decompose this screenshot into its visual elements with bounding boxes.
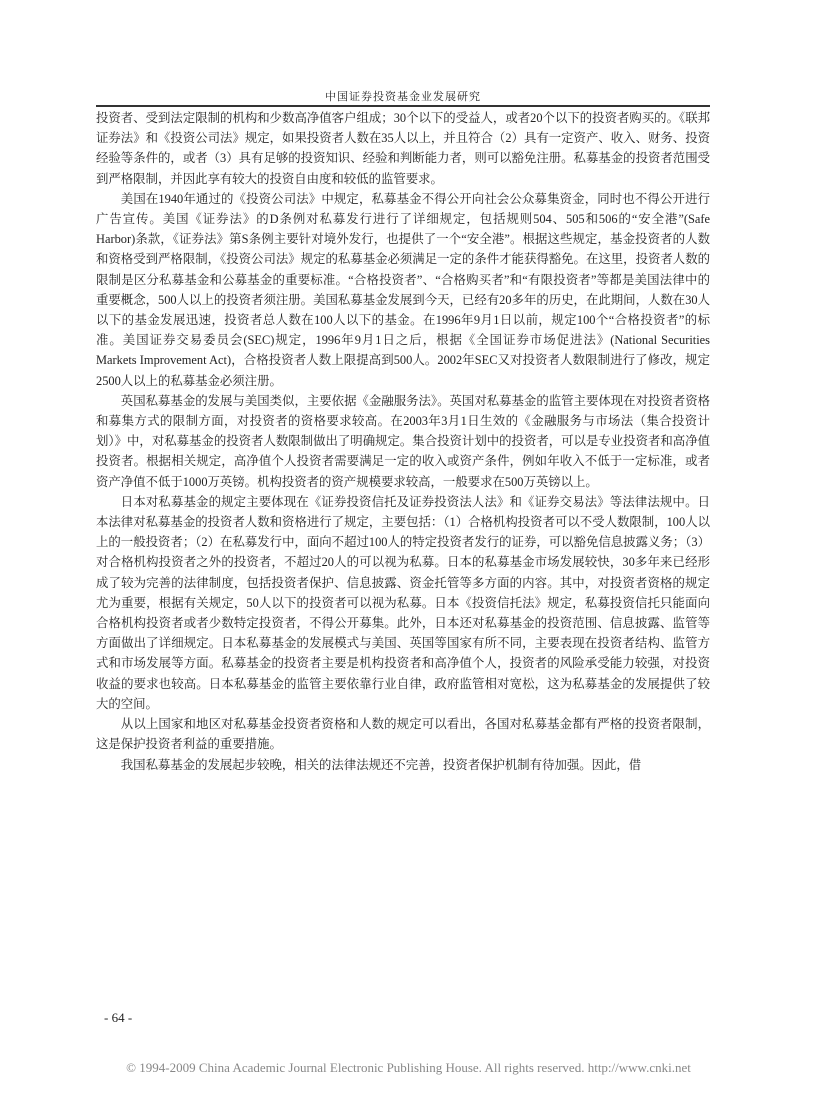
copyright-footer: © 1994-2009 China Academic Journal Electronic Publishing House. All rights reserved. http://www.cnki.net xyxy=(126,1060,691,1075)
article-body xyxy=(96,108,710,775)
paragraph: 美国在1940年通过的《投资公司法》中规定，私募基金不得公开向社会公众募集资金，同时也不得公开进行广告宣传。美国《证券法》的D条例对私募发行进行了详细规定，包括规则504、505和506的“安全港”(Safe Harbor)条款，《证券法》第S条例主要针对境外发行，也提供了一个“安全港”。根据这些规定，基金投资者的人数和资格受到严格限制，《投资公司法》规定的私募基金必须满足一定的条件才能获得豁免。在这里，投资者人数的限制是区分私募基金和公募基金的重要标准。“合格投资者”、“合格购买者”和“有限投资者”等都是美国法律中的重要概念，500人以上的投资者须注册。美国私募基金发展到今天，已经有20多年的历史，在此期间，人数在30人以下的基金发展迅速，投资者总人数在100人以下的基金。在1996年9月1日以前，规定100个“合格投资者”的标准。美国证券交易委员会(SEC)规定，1996年9月1日之后，根据《全国证券市场促进法》(National Securities Markets Improvement Act)，合格投资者人数上限提高到500人。2002年SEC又对投资者人数限制进行了修改，规定2500人以上的私募基金必须注册。 xyxy=(96,191,710,388)
paragraph: 英国私募基金的发展与美国类似，主要依据《金融服务法》。英国对私募基金的监管主要体现在对投资者资格和募集方式的限制方面，对投资者的资格要求较高。在2003年3月1日生效的《金融服务与市场法（集合投资计划）》中，对私募基金的投资者人数限制做出了明确规定。集合投资计划中的投资者，可以是专业投资者和高净值投资者。根据相关规定，高净值个人投资者需要满足一定的收入或资产条件，例如年收入不低于一定标准，或者资产净值不低于1000万英镑。机构投资者的资产规模要求较高，一般要求在500万英镑以上。 xyxy=(96,393,710,489)
paragraph: 日本对私募基金的规定主要体现在《证券投资信托及证券投资法人法》和《证券交易法》等法律法规中。日本法律对私募基金的投资者人数和资格进行了规定，主要包括：（1）合格机构投资者可以不受人数限制，100人以上的一般投资者；（2）在私募发行中，面向不超过100人的特定投资者发行的证券，可以豁免信息披露义务；（3）对合格机构投资者之外的投资者，不超过20人的可以视为私募。日本的私募基金市场发展较快，30多年来已经形成了较为完善的法律制度，包括投资者保护、信息披露、资金托管等多方面的内容。其中，对投资者资格的规定尤为重要，根据有关规定，50人以下的投资者可以视为私募。日本《投资信托法》规定，私募投资信托只能面向合格机构投资者或者少数特定投资者，不得公开募集。此外，日本还对私募基金的投资范围、信息披露、监管等方面做出了详细规定。日本私募基金的发展模式与美国、英国等国家有所不同，主要表现在投资者结构、监管方式和市场发展等方面。私募基金的投资者主要是机构投资者和高净值个人，投资者的风险承受能力较强，对投资收益的要求也较高。日本私募基金的监管主要依靠行业自律，政府监管相对宽松，这为私募基金的发展提供了较大的空间。 xyxy=(96,494,710,711)
page-number: - 64 - xyxy=(104,1010,133,1025)
header-rule xyxy=(96,105,710,107)
paragraph: 我国私募基金的发展起步较晚，相关的法律法规还不完善，投资者保护机制有待加强。因此，借 xyxy=(120,757,642,772)
running-head: 中国证券投资基金业发展研究 xyxy=(325,91,481,103)
paragraph: 投资者、受到法定限制的机构和少数高净值客户组成；30个以下的受益人，或者20个以下的投资者购买的。《联邦证券法》和《投资公司法》规定，如果投资者人数在35人以上，并且符合（2）具有一定资产、收入、财务、投资经验等条件的，或者（3）具有足够的投资知识、经验和判断能力者，则可以豁免注册。私募基金的投资者范围受到严格限制，并因此享有较大的投资自由度和较低的监管要求。 xyxy=(96,111,710,186)
paragraph: 从以上国家和地区对私募基金投资者资格和人数的规定可以看出，各国对私募基金都有严格的投资者限制，这是保护投资者利益的重要措施。 xyxy=(96,717,710,752)
